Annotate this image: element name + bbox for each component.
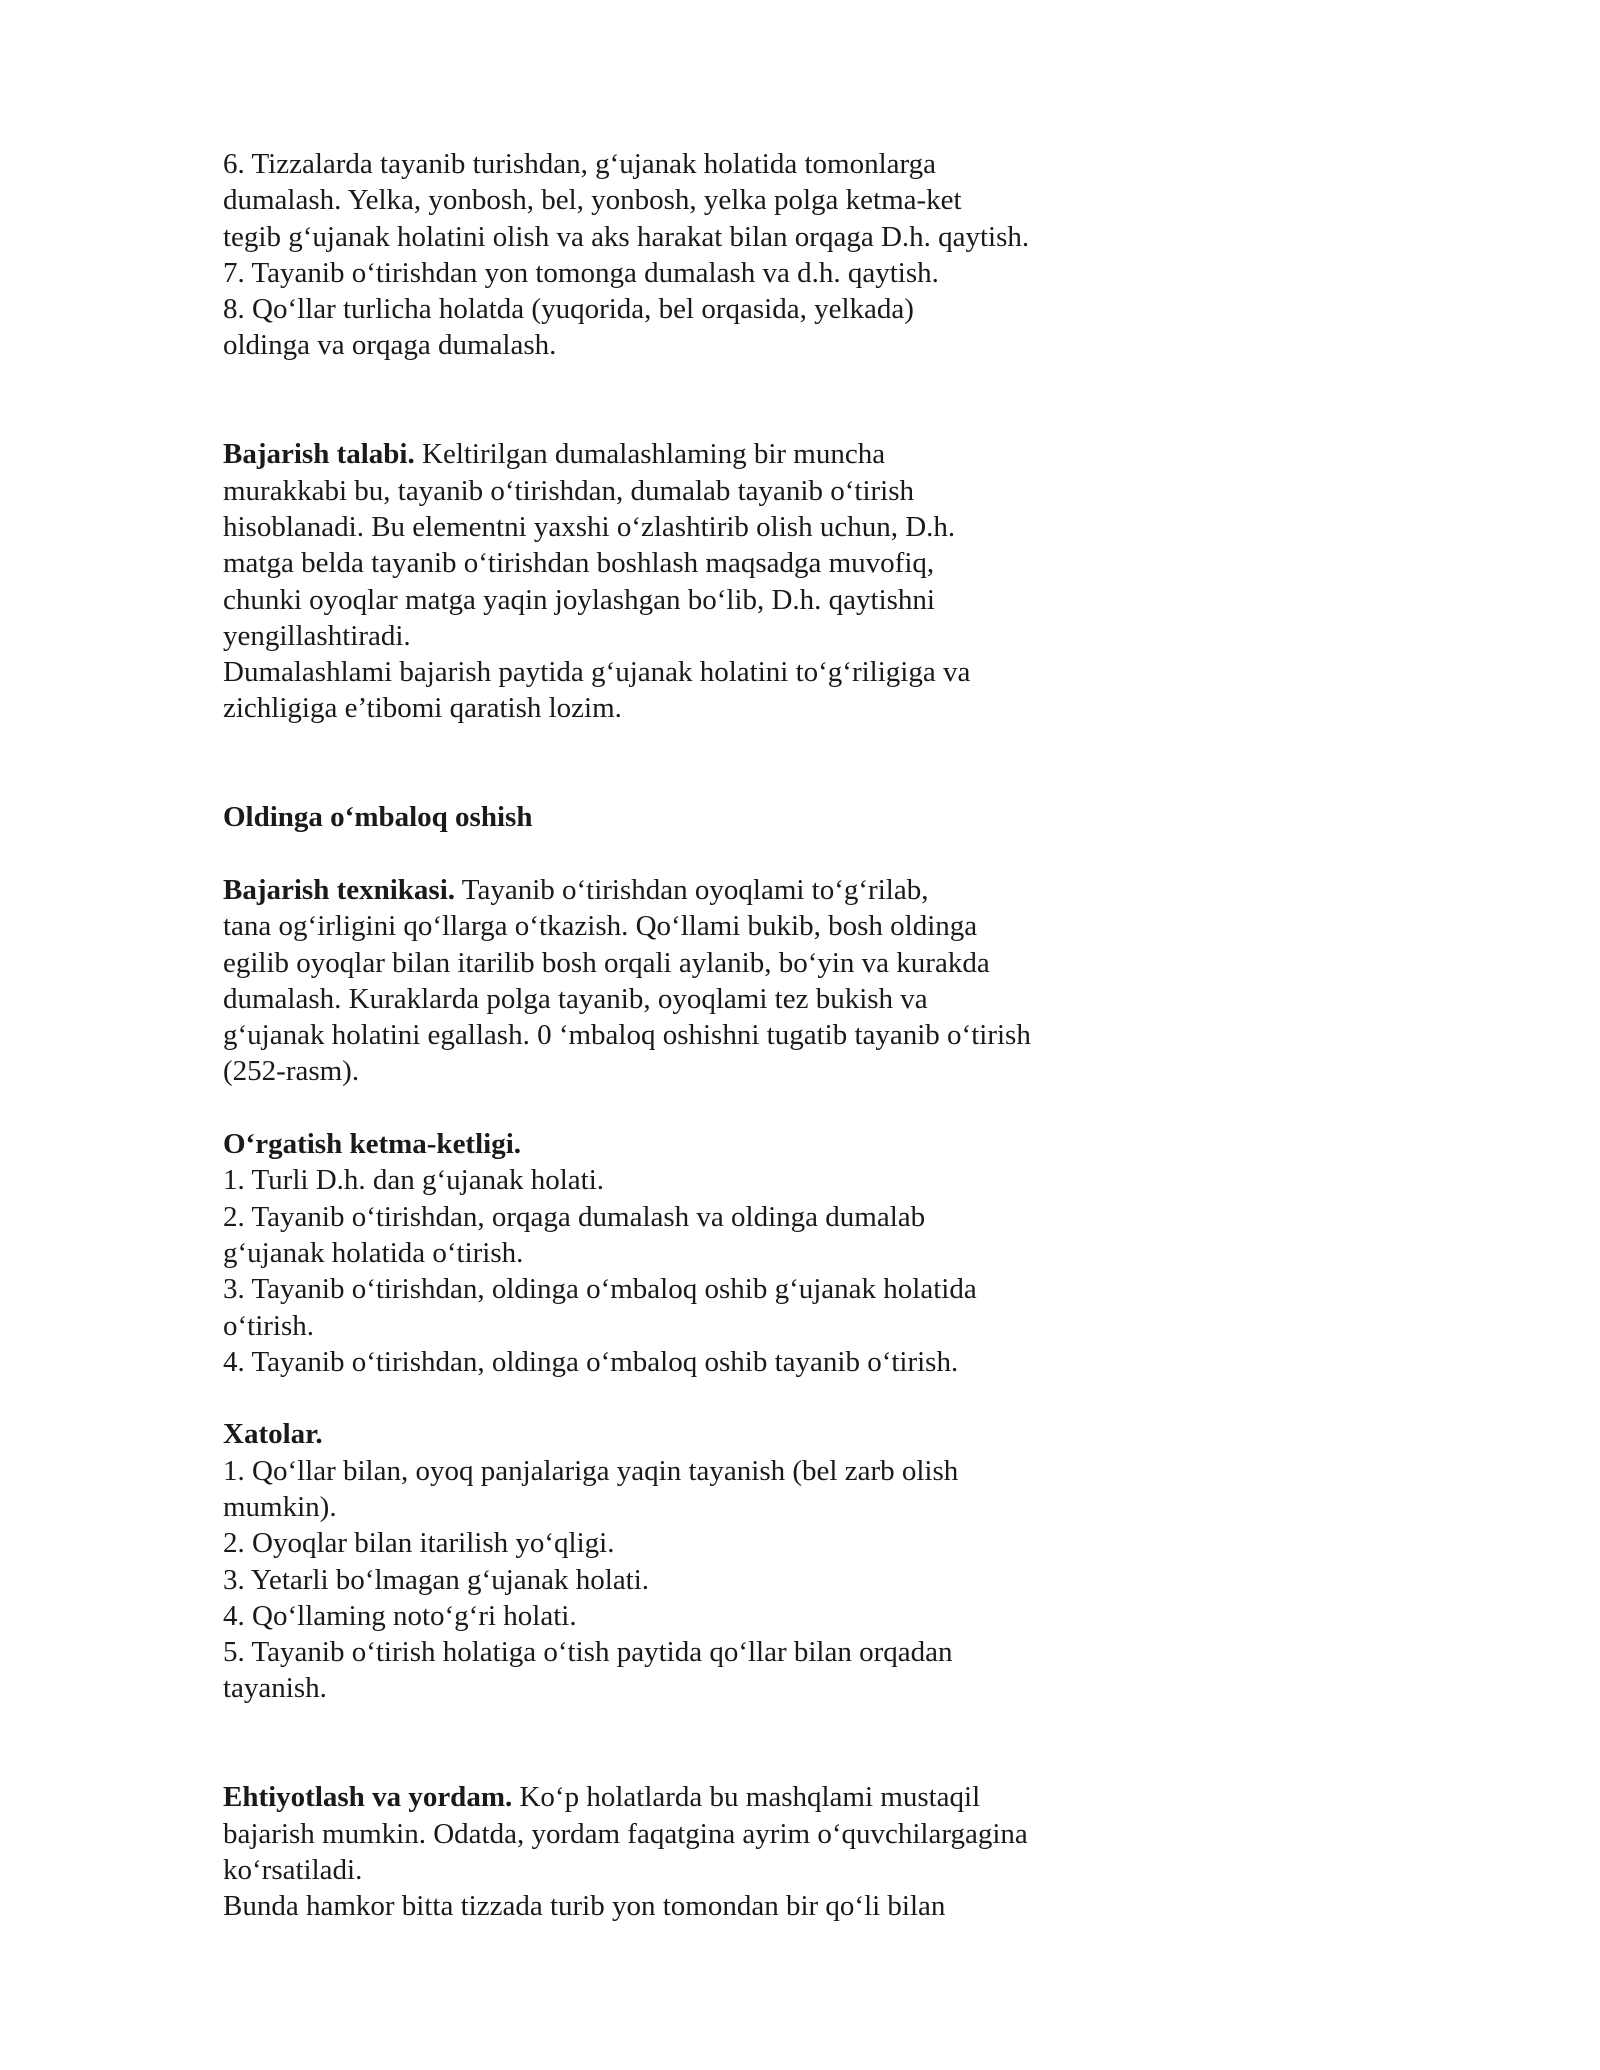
list-heading: O‘rgatish ketma-ketligi. <box>223 1128 522 1161</box>
text-line: Bunda hamkor bitta tizzada turib yon tomondan bir qo‘li bilan <box>223 1890 946 1923</box>
safety-paragraph <box>223 1779 1223 1924</box>
text-line: oldinga va orqaga dumalash. <box>223 329 557 362</box>
text-line: 6. Tizzalarda tayanib turishdan, g‘ujanak holatida tomonlarga <box>223 148 937 180</box>
list-heading: Xatolar. <box>223 1418 323 1451</box>
text-line: dumalash. Kuraklarda polga tayanib, oyoqlami tez bukish va <box>223 982 928 1015</box>
paragraph-lead-text: Tayanib o‘tirishdan oyoqlami to‘g‘rilab, <box>455 873 929 906</box>
technique-paragraph <box>223 872 1223 1090</box>
teaching-sequence-list <box>223 1126 1223 1380</box>
text-line: yengillashtiradi. <box>223 619 411 652</box>
blank-line <box>223 1743 1223 1779</box>
blank-line <box>223 1380 1223 1416</box>
paragraph-lead-text: Keltirilgan dumalashlaming bir muncha <box>414 438 886 471</box>
list-item: 5. Tayanib o‘tirish holatiga o‘tish paytida qo‘llar bilan orqadan <box>223 1636 953 1669</box>
list-item: 1. Qo‘llar bilan, oyoq panjalariga yaqin tayanish (bel zarb olish <box>223 1454 959 1487</box>
paragraph-lead-line <box>223 872 1223 908</box>
blank-line <box>223 763 1223 799</box>
text-line: ko‘rsatiladi. <box>223 1853 363 1886</box>
blank-line <box>223 364 1223 400</box>
text-line: hisoblanadi. Bu elementni yaxshi o‘zlashtirib olish uchun, D.h. <box>223 510 956 543</box>
text-line: chunki oyoqlar matga yaqin joylashgan bo‘lib, D.h. qaytishni <box>223 583 935 616</box>
requirements-paragraph <box>223 436 1223 726</box>
paragraph-lead-text: Ko‘p holatlarda bu mashqlami mustaqil <box>512 1781 981 1814</box>
list-item: tayanish. <box>223 1672 327 1705</box>
text-line: bajarish mumkin. Odatda, yordam faqatgina ayrim o‘quvchilargagina <box>223 1817 1028 1850</box>
list-item: mumkin). <box>223 1490 337 1523</box>
list-item: 2. Oyoqlar bilan itarilish yo‘qligi. <box>223 1527 615 1560</box>
blank-line <box>223 1090 1223 1126</box>
blank-line <box>223 836 1223 872</box>
text-line: Dumalashlami bajarish paytida g‘ujanak holatini to‘g‘riligiga va <box>223 656 971 689</box>
text-line: tana og‘irligini qo‘llarga o‘tkazish. Qo‘llami bukib, bosh oldinga <box>223 910 978 943</box>
list-continuation <box>223 146 1223 364</box>
paragraph-lead-line <box>223 1779 1223 1815</box>
document-page <box>223 146 1223 1925</box>
text-line: 8. Qo‘llar turlicha holatda (yuqorida, bel orqasida, yelkada) <box>223 293 914 326</box>
blank-line <box>223 727 1223 763</box>
list-item: o‘tirish. <box>223 1309 315 1342</box>
blank-line <box>223 1707 1223 1743</box>
section-heading: Oldinga o‘mbaloq oshish <box>223 801 533 834</box>
blank-line <box>223 400 1223 436</box>
text-line: matga belda tayanib o‘tirishdan boshlash maqsadga muvofiq, <box>223 547 935 580</box>
text-line: tegib g‘ujanak holatini olish va aks harakat bilan orqaga D.h. qaytish. <box>223 220 1030 253</box>
text-line: g‘ujanak holatini egallash. 0 ‘mbaloq oshishni tugatib tayanib o‘tirish <box>223 1019 1031 1052</box>
list-item: 3. Tayanib o‘tirishdan, oldinga o‘mbaloq oshib g‘ujanak holatida <box>223 1273 977 1306</box>
text-line: 7. Tayanib o‘tirishdan yon tomonga dumalash va d.h. qaytish. <box>223 256 939 289</box>
text-line: (252-rasm). <box>223 1055 360 1088</box>
list-item: 4. Tayanib o‘tirishdan, oldinga o‘mbaloq oshib tayanib o‘tirish. <box>223 1345 959 1378</box>
list-item: 4. Qo‘llaming noto‘g‘ri holati. <box>223 1599 577 1632</box>
paragraph-lead-bold: Bajarish talabi. <box>223 438 415 471</box>
text-line: dumalash. Yelka, yonbosh, bel, yonbosh, yelka polga ketma-ket <box>223 184 962 217</box>
paragraph-lead-line <box>223 436 1223 472</box>
text-line: murakkabi bu, tayanib o‘tirishdan, dumalab tayanib o‘tirish <box>223 474 915 507</box>
text-line: zichligiga e’tibomi qaratish lozim. <box>223 692 622 725</box>
list-item: 3. Yetarli bo‘lmagan g‘ujanak holati. <box>223 1563 650 1596</box>
list-item: g‘ujanak holatida o‘tirish. <box>223 1236 524 1269</box>
list-item: 2. Tayanib o‘tirishdan, orqaga dumalash va oldinga dumalab <box>223 1200 926 1233</box>
text-line: egilib oyoqlar bilan itarilib bosh orqali aylanib, bo‘yin va kurakda <box>223 946 990 979</box>
list-item: 1. Turli D.h. dan g‘ujanak holati. <box>223 1164 605 1197</box>
paragraph-lead-bold: Bajarish texnikasi. <box>223 873 456 906</box>
paragraph-lead-bold: Ehtiyotlash va yordam. <box>223 1781 513 1814</box>
errors-list <box>223 1416 1223 1706</box>
